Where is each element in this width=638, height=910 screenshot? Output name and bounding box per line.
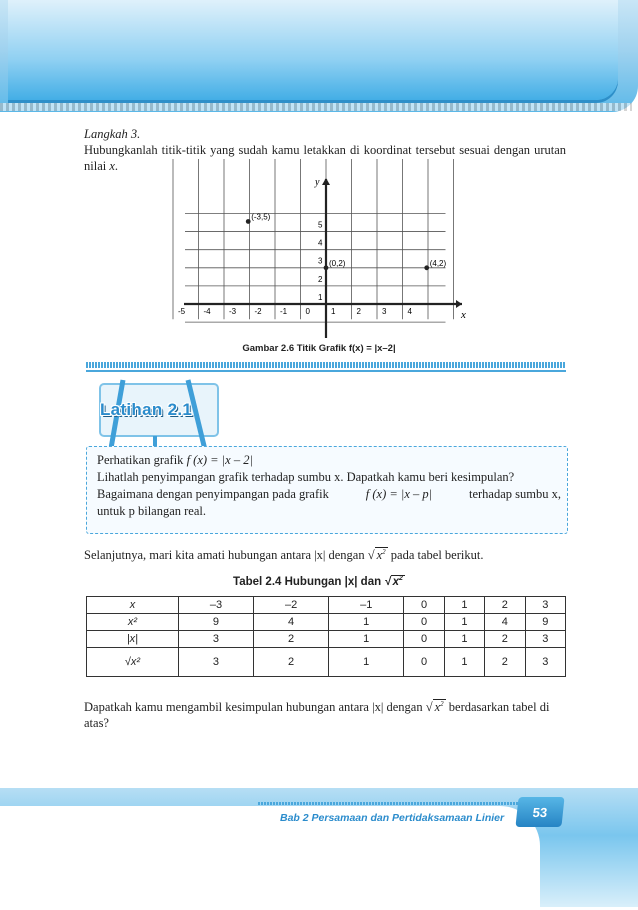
table-cell: 4 (485, 614, 525, 631)
table-cell: 4 (254, 614, 329, 631)
conclusion-text: Dapatkah kamu mengambil kesimpulan hubungan antara |x| dengan (84, 700, 423, 715)
table-title-text: Tabel 2.4 Hubungan |x| dan (233, 575, 382, 588)
y-tick-label: 5 (318, 220, 323, 230)
table-cell: 1 (329, 614, 404, 631)
exercise-text (97, 452, 561, 520)
graph-point (424, 265, 429, 270)
y-tick-label: 3 (318, 256, 323, 266)
y-axis-label: y (315, 177, 320, 188)
table-cell: 2 (485, 597, 525, 614)
figure-caption: Gambar 2.6 Titik Grafik f(x) = |x–2| (242, 343, 396, 354)
exercise-formula-1: f (x) = |x – 2| (186, 453, 253, 467)
x-tick-label: -5 (178, 307, 186, 316)
conclusion-sqrt: √ $x^2$ (425, 700, 444, 715)
step-paragraph (84, 126, 566, 174)
table-cell: –3 (178, 597, 253, 614)
graph-axes (184, 177, 466, 338)
table-row (87, 597, 566, 614)
table-cell: –2 (254, 597, 329, 614)
conclusion-sqrt-base: x (434, 700, 441, 715)
exercise-line-1 (97, 452, 561, 469)
step-title: Langkah 3. (84, 127, 141, 141)
exercise-line-4: untuk p bilangan real. (97, 504, 206, 518)
conclusion-text-end: berdasarkan tabel di atas? (84, 700, 550, 731)
table-cell: 9 (525, 614, 565, 631)
data-table (86, 596, 566, 677)
section-separator-line (86, 370, 566, 372)
table-cell: 1 (444, 648, 484, 677)
sqrt-base: x (376, 548, 383, 563)
step-text: Hubungkanlah titik-titik yang sudah kamu letakkan di koordinat tersebut sesuai dengan urutan nilai (84, 143, 566, 173)
conclusion-sqrt-exponent: 2 (440, 700, 444, 708)
table-title-sqrt: √ $x^2$ (384, 575, 403, 588)
table-cell: 1 (444, 614, 484, 631)
table-title-sqrt-exponent: 2 (399, 575, 403, 582)
table-cell: 0 (404, 648, 444, 677)
table-cell: 2 (254, 631, 329, 648)
x-tick-label: 3 (382, 307, 387, 316)
step-text-var: x (109, 159, 115, 173)
sqrt-exponent: 2 (382, 548, 386, 556)
table-cell: 1 (329, 631, 404, 648)
x-tick-label: 2 (356, 307, 361, 316)
table-row (87, 648, 566, 677)
y-tick-label: 1 (318, 292, 323, 302)
step-text-end: . (114, 159, 119, 173)
exercise-formula-2: f (x) = |x – p| (365, 487, 433, 501)
table-row-header: x² (87, 614, 179, 631)
y-tick-label: 2 (318, 274, 323, 284)
x-tick-label: 4 (407, 307, 412, 316)
header-dots (0, 103, 632, 111)
x-tick-label: 0 (305, 307, 310, 316)
table-cell: 1 (444, 631, 484, 648)
x-axis-label: x (461, 309, 466, 321)
table-cell: 3 (525, 648, 565, 677)
table-cell: 2 (485, 648, 525, 677)
coordinate-graph (180, 175, 470, 340)
exercise-line-2: Lihatlah penyimpangan grafik terhadap sumbu x. Dapatkah kamu beri kesimpulan? (97, 470, 515, 484)
table-row (87, 631, 566, 648)
exercise-line-3-end: terhadap sumbu x, (469, 487, 561, 501)
table-row-header: x (87, 597, 179, 614)
table-cell: 3 (178, 648, 253, 677)
exercise-line-3-text: Bagaimana dengan penyimpangan pada grafik (97, 487, 329, 501)
page-number: 53 (515, 797, 564, 827)
exercise-line-1-text: Perhatikan grafik (97, 453, 184, 467)
x-tick-label: -2 (254, 307, 262, 316)
exercise-line-3 (97, 486, 561, 503)
table-cell: 1 (329, 648, 404, 677)
footer-dotted-line (258, 802, 520, 805)
graph-point-label: (0,2) (329, 258, 346, 268)
graph-points (246, 212, 447, 270)
table-cell: 9 (178, 614, 253, 631)
table-row-header: √x² (87, 648, 179, 677)
header-decoration (8, 0, 618, 100)
intro-text: Selanjutnya, mari kita amati hubungan antara |x| dengan (84, 548, 365, 563)
sqrt-expression: √ $x^2$ (367, 548, 386, 563)
table-cell: 3 (525, 597, 565, 614)
table-cell: 1 (444, 597, 484, 614)
table-cell: 0 (404, 597, 444, 614)
conclusion-paragraph (84, 696, 566, 731)
graph-point (246, 219, 251, 224)
x-tick-label: -1 (280, 307, 288, 316)
table-row-header: |x| (87, 631, 179, 648)
chapter-title: Bab 2 Persamaan dan Pertidaksamaan Linier (280, 812, 505, 824)
table-row (87, 614, 566, 631)
x-tick-label: -3 (229, 307, 237, 316)
table-cell: 0 (404, 631, 444, 648)
table-cell: 0 (404, 614, 444, 631)
intro-paragraph (84, 544, 566, 563)
x-tick-label: 1 (331, 307, 336, 316)
y-axis-arrow (322, 178, 330, 185)
table-cell: 3 (178, 631, 253, 648)
table-cell: 2 (254, 648, 329, 677)
x-tick-label: -4 (203, 307, 211, 316)
table-cell: 2 (485, 631, 525, 648)
graph-point-label: (4,2) (429, 258, 447, 268)
table-title (0, 575, 638, 588)
intro-text-end: pada tabel berikut. (390, 548, 484, 563)
graph-point (324, 265, 329, 270)
table-cell: –1 (329, 597, 404, 614)
exercise-title: Latihan 2.1 (100, 400, 193, 419)
section-separator (86, 362, 566, 368)
y-tick-label: 4 (318, 238, 323, 248)
x-axis-arrow (456, 300, 462, 308)
graph-point-label: (-3,5) (251, 212, 271, 222)
table-cell: 3 (525, 631, 565, 648)
graph-y-ticks (318, 220, 323, 301)
table-title-sqrt-base: x (392, 575, 400, 588)
graph-grid (173, 159, 454, 322)
